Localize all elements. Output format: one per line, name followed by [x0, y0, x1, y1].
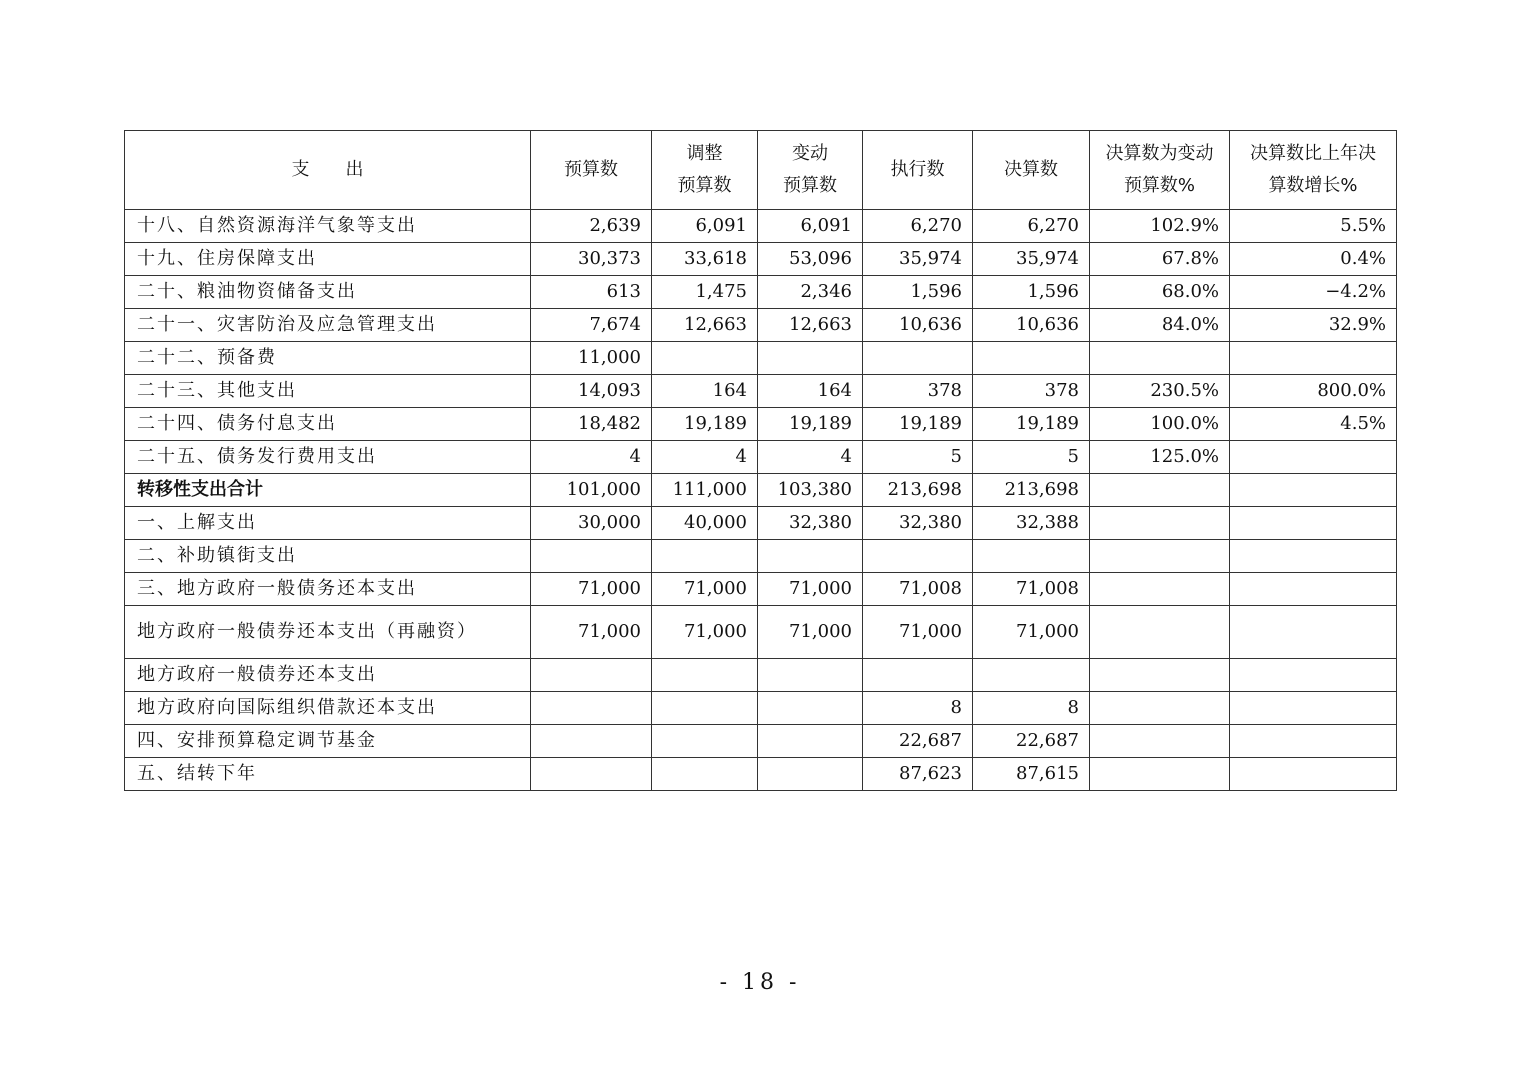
cell-executed	[863, 540, 973, 573]
page-number: - 18 -	[719, 970, 801, 995]
cell-adjusted	[652, 692, 758, 725]
cell-adjusted: 6,091	[652, 210, 758, 243]
cell-executed: 19,189	[863, 408, 973, 441]
row-label: 二、补助镇街支出	[125, 540, 531, 573]
cell-changed: 53,096	[758, 243, 863, 276]
cell-final: 213,698	[973, 474, 1090, 507]
table-row	[125, 725, 1397, 758]
cell-changed	[758, 540, 863, 573]
column-header-line: 调整	[686, 143, 723, 164]
cell-executed: 22,687	[863, 725, 973, 758]
cell-changed	[758, 659, 863, 692]
row-label: 二十三、其他支出	[125, 375, 531, 408]
cell-pct_of_changed	[1090, 507, 1230, 540]
cell-changed: 164	[758, 375, 863, 408]
row-label: 五、结转下年	[125, 758, 531, 791]
cell-budget: 30,373	[531, 243, 652, 276]
cell-growth	[1230, 474, 1397, 507]
column-header-line: 决算数比上年决	[1250, 143, 1376, 164]
cell-final: 1,596	[973, 276, 1090, 309]
table-header-row	[125, 131, 1397, 210]
cell-pct_of_changed: 125.0%	[1090, 441, 1230, 474]
column-header-line: 预算数%	[1123, 175, 1196, 196]
table-row	[125, 342, 1397, 375]
cell-changed	[758, 692, 863, 725]
cell-final: 5	[973, 441, 1090, 474]
cell-budget	[531, 540, 652, 573]
table-row	[125, 210, 1397, 243]
cell-budget	[531, 758, 652, 791]
table-row	[125, 408, 1397, 441]
cell-growth	[1230, 573, 1397, 606]
cell-pct_of_changed	[1090, 606, 1230, 659]
cell-budget	[531, 725, 652, 758]
cell-adjusted: 164	[652, 375, 758, 408]
cell-final: 378	[973, 375, 1090, 408]
cell-changed	[758, 758, 863, 791]
cell-final: 32,388	[973, 507, 1090, 540]
cell-final: 87,615	[973, 758, 1090, 791]
cell-budget: 7,674	[531, 309, 652, 342]
table-row	[125, 309, 1397, 342]
cell-growth: 32.9%	[1230, 309, 1397, 342]
cell-growth	[1230, 342, 1397, 375]
cell-final: 22,687	[973, 725, 1090, 758]
cell-growth	[1230, 692, 1397, 725]
column-header-budget	[531, 131, 652, 210]
column-header-line: 变动	[792, 143, 828, 164]
cell-final	[973, 342, 1090, 375]
column-header-line: 算数增长%	[1268, 175, 1358, 196]
column-header-pct_of_changed	[1090, 131, 1230, 210]
column-header-line: 支 出	[291, 159, 364, 180]
cell-executed: 8	[863, 692, 973, 725]
cell-adjusted: 1,475	[652, 276, 758, 309]
column-header-final	[973, 131, 1090, 210]
cell-final: 8	[973, 692, 1090, 725]
cell-adjusted: 71,000	[652, 606, 758, 659]
table-body	[125, 210, 1397, 791]
column-header-line: 决算数为变动	[1105, 143, 1214, 164]
cell-executed: 32,380	[863, 507, 973, 540]
cell-growth: −4.2%	[1230, 276, 1397, 309]
cell-executed: 71,008	[863, 573, 973, 606]
table-row	[125, 507, 1397, 540]
cell-adjusted: 40,000	[652, 507, 758, 540]
row-label: 二十一、灾害防治及应急管理支出	[125, 309, 531, 342]
cell-growth: 0.4%	[1230, 243, 1397, 276]
cell-budget: 18,482	[531, 408, 652, 441]
cell-budget: 613	[531, 276, 652, 309]
table-row	[125, 758, 1397, 791]
cell-final: 19,189	[973, 408, 1090, 441]
cell-changed	[758, 725, 863, 758]
row-label: 转移性支出合计	[125, 474, 531, 507]
column-header-name	[125, 131, 531, 210]
cell-growth: 800.0%	[1230, 375, 1397, 408]
row-label: 地方政府向国际组织借款还本支出	[125, 692, 531, 725]
cell-adjusted: 111,000	[652, 474, 758, 507]
row-label: 地方政府一般债券还本支出	[125, 659, 531, 692]
cell-budget: 30,000	[531, 507, 652, 540]
column-header-line: 预算数	[783, 175, 837, 196]
cell-pct_of_changed: 67.8%	[1090, 243, 1230, 276]
cell-pct_of_changed	[1090, 540, 1230, 573]
cell-adjusted: 33,618	[652, 243, 758, 276]
table-row	[125, 540, 1397, 573]
cell-changed: 12,663	[758, 309, 863, 342]
cell-executed	[863, 342, 973, 375]
cell-budget: 2,639	[531, 210, 652, 243]
cell-adjusted: 12,663	[652, 309, 758, 342]
table-row	[125, 606, 1397, 659]
cell-pct_of_changed	[1090, 342, 1230, 375]
cell-executed: 5	[863, 441, 973, 474]
cell-pct_of_changed: 84.0%	[1090, 309, 1230, 342]
table-row	[125, 441, 1397, 474]
cell-changed	[758, 342, 863, 375]
cell-final: 10,636	[973, 309, 1090, 342]
cell-adjusted	[652, 659, 758, 692]
cell-changed: 2,346	[758, 276, 863, 309]
table-row	[125, 474, 1397, 507]
column-header-changed	[758, 131, 863, 210]
table-row	[125, 276, 1397, 309]
cell-executed: 35,974	[863, 243, 973, 276]
cell-budget: 14,093	[531, 375, 652, 408]
cell-changed: 71,000	[758, 573, 863, 606]
cell-executed: 71,000	[863, 606, 973, 659]
row-label: 二十五、债务发行费用支出	[125, 441, 531, 474]
cell-final: 71,000	[973, 606, 1090, 659]
cell-adjusted	[652, 725, 758, 758]
row-label: 地方政府一般债券还本支出（再融资）	[125, 606, 531, 659]
cell-budget: 11,000	[531, 342, 652, 375]
cell-executed	[863, 659, 973, 692]
cell-final: 35,974	[973, 243, 1090, 276]
cell-executed: 213,698	[863, 474, 973, 507]
cell-executed: 378	[863, 375, 973, 408]
column-header-growth	[1230, 131, 1397, 210]
cell-budget: 4	[531, 441, 652, 474]
cell-adjusted	[652, 758, 758, 791]
cell-budget: 71,000	[531, 573, 652, 606]
column-header-line: 执行数	[890, 159, 945, 180]
cell-pct_of_changed: 230.5%	[1090, 375, 1230, 408]
table-row	[125, 375, 1397, 408]
cell-executed: 10,636	[863, 309, 973, 342]
cell-final	[973, 540, 1090, 573]
column-header-adjusted	[652, 131, 758, 210]
cell-changed: 4	[758, 441, 863, 474]
cell-budget: 101,000	[531, 474, 652, 507]
table-row	[125, 692, 1397, 725]
cell-executed: 6,270	[863, 210, 973, 243]
row-label: 二十二、预备费	[125, 342, 531, 375]
cell-changed: 103,380	[758, 474, 863, 507]
cell-changed: 19,189	[758, 408, 863, 441]
cell-adjusted: 71,000	[652, 573, 758, 606]
row-label: 三、地方政府一般债务还本支出	[125, 573, 531, 606]
row-label: 十九、住房保障支出	[125, 243, 531, 276]
column-header-line: 决算数	[1004, 159, 1058, 180]
table-row	[125, 659, 1397, 692]
cell-pct_of_changed	[1090, 474, 1230, 507]
cell-pct_of_changed	[1090, 725, 1230, 758]
cell-final: 71,008	[973, 573, 1090, 606]
cell-pct_of_changed	[1090, 573, 1230, 606]
cell-budget	[531, 692, 652, 725]
table-row	[125, 243, 1397, 276]
cell-budget	[531, 659, 652, 692]
cell-pct_of_changed: 68.0%	[1090, 276, 1230, 309]
expenditure-table	[124, 130, 1397, 791]
cell-adjusted	[652, 540, 758, 573]
cell-adjusted	[652, 342, 758, 375]
column-header-line: 预算数	[564, 159, 618, 180]
row-label: 二十四、债务付息支出	[125, 408, 531, 441]
cell-growth: 4.5%	[1230, 408, 1397, 441]
table-row	[125, 573, 1397, 606]
row-label: 二十、粮油物资储备支出	[125, 276, 531, 309]
cell-final: 6,270	[973, 210, 1090, 243]
row-label: 十八、自然资源海洋气象等支出	[125, 210, 531, 243]
cell-budget: 71,000	[531, 606, 652, 659]
cell-pct_of_changed	[1090, 758, 1230, 791]
cell-changed: 6,091	[758, 210, 863, 243]
cell-growth	[1230, 540, 1397, 573]
column-header-executed	[863, 131, 973, 210]
cell-adjusted: 19,189	[652, 408, 758, 441]
cell-growth	[1230, 659, 1397, 692]
cell-pct_of_changed	[1090, 692, 1230, 725]
cell-pct_of_changed: 100.0%	[1090, 408, 1230, 441]
cell-changed: 32,380	[758, 507, 863, 540]
row-label: 四、安排预算稳定调节基金	[125, 725, 531, 758]
cell-adjusted: 4	[652, 441, 758, 474]
column-header-line: 预算数	[677, 175, 732, 196]
cell-growth	[1230, 441, 1397, 474]
cell-growth: 5.5%	[1230, 210, 1397, 243]
row-label: 一、上解支出	[125, 507, 531, 540]
cell-pct_of_changed	[1090, 659, 1230, 692]
cell-executed: 87,623	[863, 758, 973, 791]
cell-changed: 71,000	[758, 606, 863, 659]
cell-final	[973, 659, 1090, 692]
cell-pct_of_changed: 102.9%	[1090, 210, 1230, 243]
cell-growth	[1230, 606, 1397, 659]
cell-growth	[1230, 507, 1397, 540]
cell-executed: 1,596	[863, 276, 973, 309]
cell-growth	[1230, 758, 1397, 791]
cell-growth	[1230, 725, 1397, 758]
